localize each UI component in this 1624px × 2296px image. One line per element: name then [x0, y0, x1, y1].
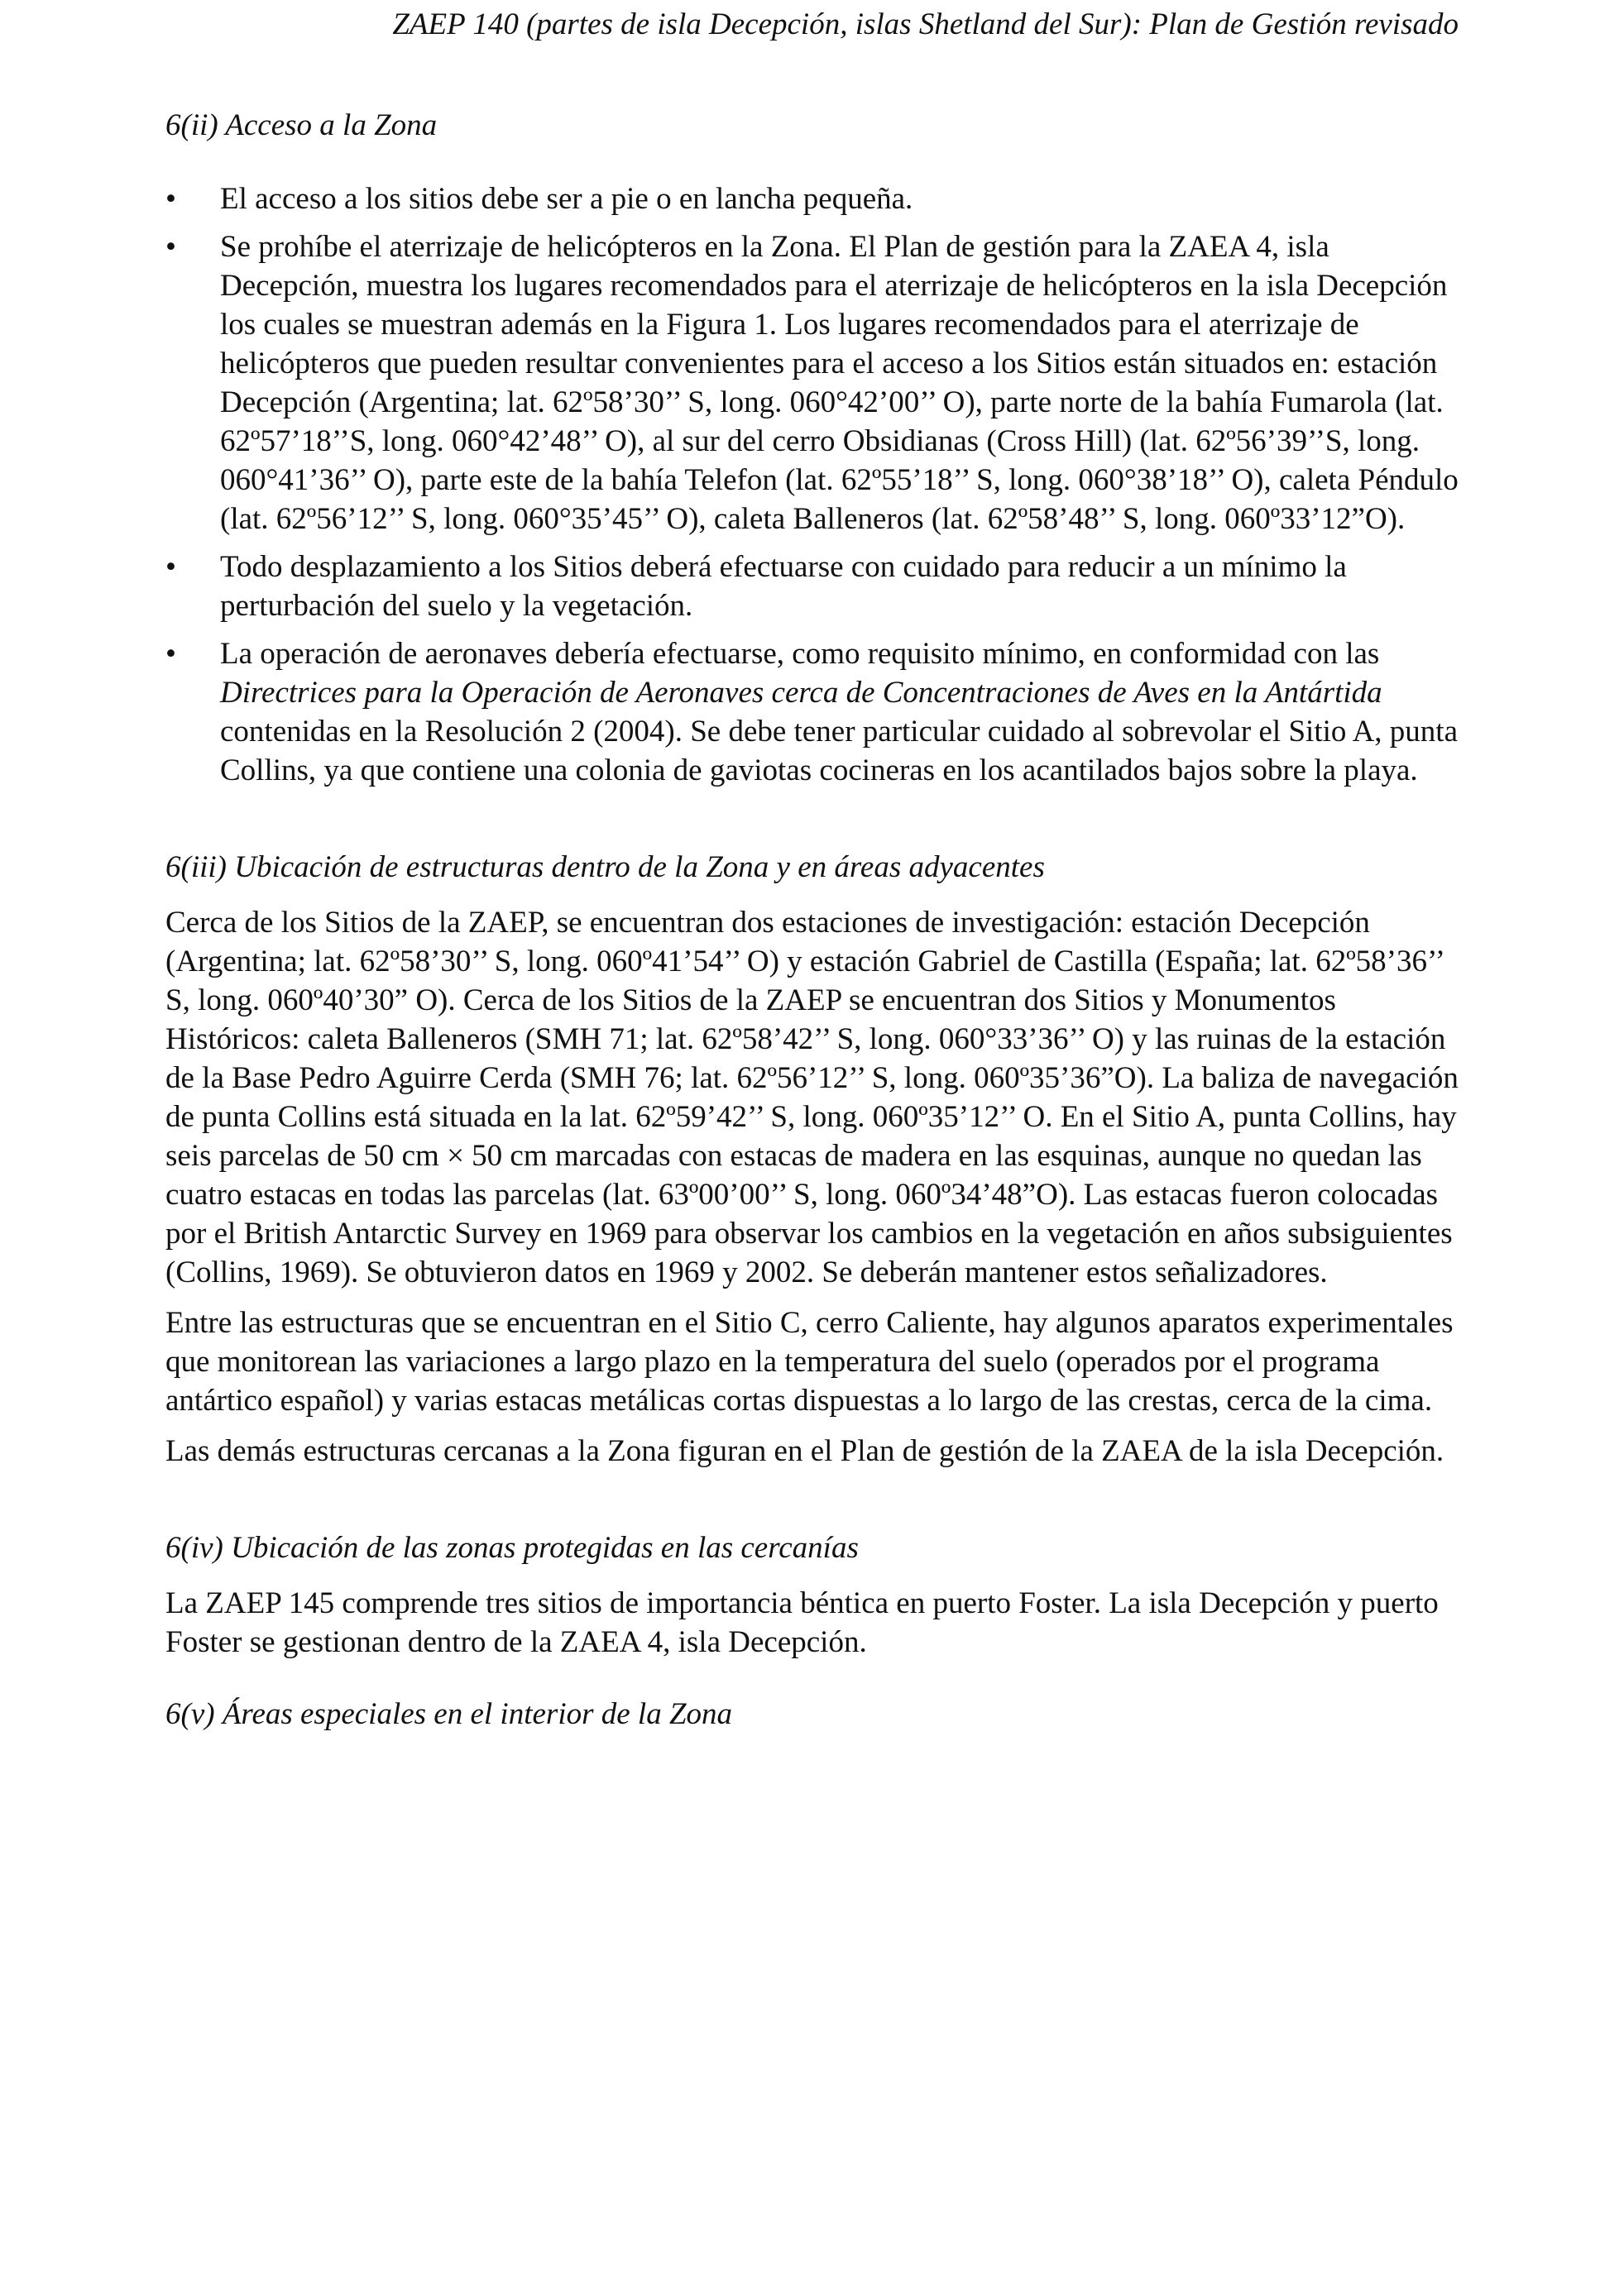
bullet-4-text-start: La operación de aeronaves debería efectuarse, como requisito mínimo, en conformidad con las [220, 637, 1380, 671]
structures-paragraph-2: Entre las estructuras que se encuentran en el Sitio C, cerro Caliente, hay algunos aparatos experimentales que monitorean las variaciones a largo plazo en la temperatura del suelo (operados por el programa antártico español) y varias estacas metálicas cortas dispuestas a lo largo de las crestas, cerca de la cima. [165, 1306, 1454, 1418]
structures-paragraph-3: Las demás estructuras cercanas a la Zona figuran en el Plan de gestión de la ZAEA de la isla Decepción. [165, 1434, 1444, 1468]
section-heading-access: 6(ii) Acceso a la Zona [165, 108, 438, 142]
protected-areas-paragraph: La ZAEP 145 comprende tres sitios de importancia béntica en puerto Foster. La isla Decepción y puerto Foster se gestionan dentro de la ZAEA 4, isla Decepción. [165, 1586, 1439, 1659]
access-bullet-list [165, 179, 1473, 790]
access-bullet-1: • El acceso a los sitios debe ser a pie o en lancha pequeña. [165, 179, 1473, 218]
bullet-4-text-end: contenidas en la Resolución 2 (2004). Se debe tener particular cuidado al sobrevolar el Sitio A, punta Collins, ya que contiene una colonia de gaviotas cocineras en los acantilados bajos sobre la playa. [220, 715, 1459, 787]
access-bullet-3: • Todo desplazamiento a los Sitios deberá efectuarse con cuidado para reducir a un mínimo la perturbación del suelo y la vegetación. [165, 548, 1473, 625]
section-heading-special-areas: 6(v) Áreas especiales en el interior de la Zona [165, 1697, 733, 1731]
bullet-4-italic-title: Directrices para la Operación de Aeronaves cerca de Concentraciones de Aves en la Antártida [220, 676, 1382, 710]
access-bullet-4 [165, 634, 1473, 790]
section-heading-protected-areas: 6(iv) Ubicación de las zonas protegidas en las cercanías [165, 1531, 859, 1565]
section-heading-structures: 6(iii) Ubicación de estructuras dentro de la Zona y en áreas adyacentes [165, 850, 1045, 884]
document-body [165, 106, 1473, 1734]
running-header: ZAEP 140 (partes de isla Decepción, islas Shetland del Sur): Plan de Gestión revisado [392, 7, 1459, 41]
structures-paragraph-1: Cerca de los Sitios de la ZAEP, se encuentran dos estaciones de investigación: estación Decepción (Argentina; lat. 62º58’30’’ S, long. 060º41’54’’ O) y estación Gabriel de Castilla (España; lat. 62º58’36’’ S, long. 060º40’30” O). Cerca de los Sitios de la ZAEP se encuentran dos Sitios y Monumentos Históricos: caleta Balleneros (SMH 71; lat. 62º58’42’’ S, long. 060°33’36’’ O) y las ruinas de la estación de la Base Pedro Aguirre Cerda (SMH 76; lat. 62º56’12’’ S, long. 060º35’36”O). La baliza de navegación de punta Collins está situada en la lat. 62º59’42’’ S, long. 060º35’12’’ O. En el Sitio A, punta Collins, hay seis parcelas de 50 cm × 50 cm marcadas con estacas de madera en las esquinas, aunque no quedan las cuatro estacas en todas las parcelas (lat. 63º00’00’’ S, long. 060º34’48”O). Las estacas fueron colocadas por el British Antarctic Survey en 1969 para observar los cambios en la vegetación en años subsiguientes (Collins, 1969). Se obtuvieron datos en 1969 y 2002. Se deberán mantener estos señalizadores. [165, 906, 1459, 1289]
access-bullet-2: • Se prohíbe el aterrizaje de helicópteros en la Zona. El Plan de gestión para la ZAEA 4, isla Decepción, muestra los lugares recomendados para el aterrizaje de helicópteros en la isla Decepción los cuales se muestran además en la Figura 1. Los lugares recomendados para el aterrizaje de helicópteros que pueden resultar convenientes para el acceso a los Sitios están situados en: estación Decepción (Argentina; lat. 62º58’30’’ S, long. 060°42’00’’ O), parte norte de la bahía Fumarola (lat. 62º57’18’’S, long. 060°42’48’’ O), al sur del cerro Obsidianas (Cross Hill) (lat. 62º56’39’’S, long. 060°41’36’’ O), parte este de la bahía Telefon (lat. 62º55’18’’ S, long. 060°38’18’’ O), caleta Péndulo (lat. 62º56’12’’ S, long. 060°35’45’’ O), caleta Balleneros (lat. 62º58’48’’ S, long. 060º33’12”O). [165, 227, 1473, 538]
